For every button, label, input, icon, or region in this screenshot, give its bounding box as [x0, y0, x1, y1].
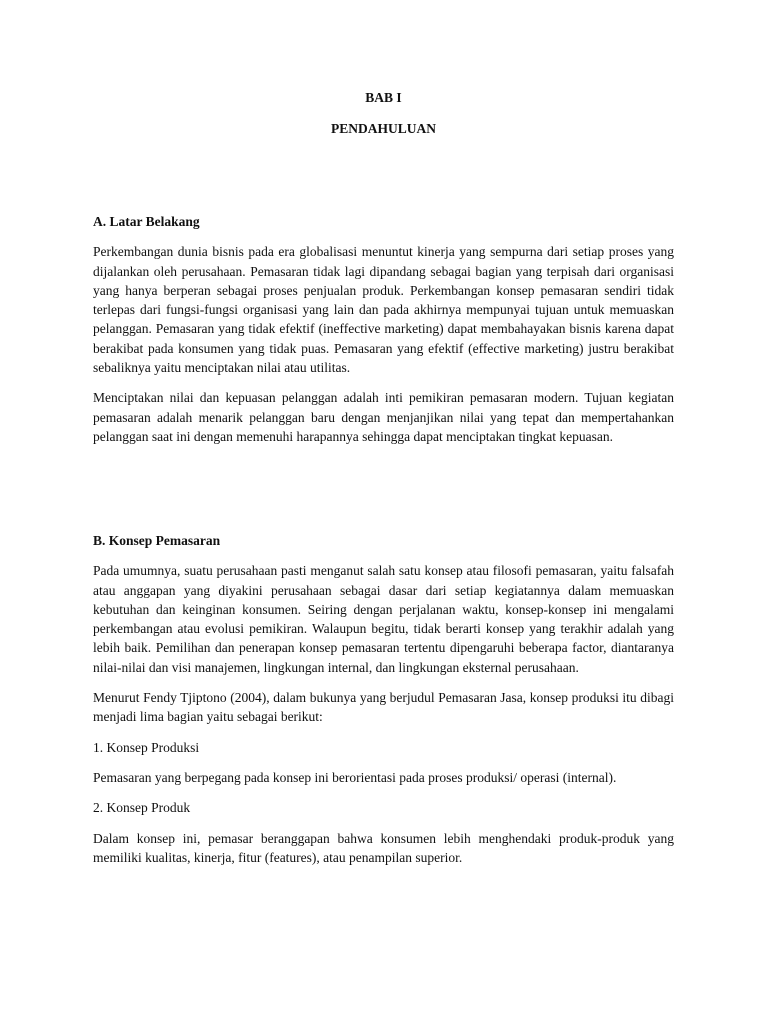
list-item-title: 2. Konsep Produk: [93, 800, 191, 816]
paragraph: Menurut Fendy Tjiptono (2004), dalam bukunya yang berjudul Pemasaran Jasa, konsep produksi itu dibagi menjadi lima bagian yaitu sebagai berikut:: [93, 690, 674, 725]
section-heading: A. Latar Belakang: [93, 214, 200, 229]
chapter-number: BAB I: [365, 90, 402, 105]
paragraph: Pada umumnya, suatu perusahaan pasti menganut salah satu konsep atau filosofi pemasaran, yaitu falsafah atau anggapan yang diyakini perusahaan sebagai dasar dari setiap kegiatannya dalam memuaskan kebutuhan dan keinginan konsumen. Seiring dengan perjalanan waktu, konsep-konsep ini mengalami perkembangan atau evolusi pemikiran. Walaupun begitu, tidak berarti konsep yang terakhir adalah yang lebih baik. Pemilihan dan penerapan konsep pemasaran tertentu dipengaruhi beberapa factor, diantaranya nilai-nilai dan visi manajemen, lingkungan internal, dan lingkungan eksternal perusahaan.: [93, 563, 674, 675]
paragraph: Menciptakan nilai dan kepuasan pelanggan adalah inti pemikiran pemasaran modern. Tujuan kegiatan pemasaran adalah menarik pelanggan baru dengan menjanjikan nilai yang tepat dan mempertahankan pelanggan saat ini dengan memenuhi harapannya sehingga dapat menciptakan tingkat kepuasan.: [93, 390, 674, 444]
list-item-title: 1. Konsep Produksi: [93, 739, 200, 755]
paragraph: Perkembangan dunia bisnis pada era globalisasi menuntut kinerja yang sempurna dari setiap proses yang dijalankan oleh perusahaan. Pemasaran tidak lagi dipandang sebagai bagian yang terpisah dari organisasi yang hanya berperan sebagai proses penjualan produk. Perkembangan konsep pemasaran sendiri tidak terlepas dari fungsi-fungsi organisasi yang lain dan pada akhirnya mempunyai tujuan untuk memuaskan pelanggan. Pemasaran yang tidak efektif (ineffective marketing) dapat membahayakan bisnis karena dapat berakibat pada konsumen yang tidak puas. Pemasaran yang efektif (effective marketing) justru berakibat sebaliknya yaitu menciptakan nilai atau utilitas.: [93, 244, 674, 376]
section-heading: B. Konsep Pemasaran: [93, 533, 221, 548]
list-item-text: Dalam konsep ini, pemasar beranggapan bahwa konsumen lebih menghendaki produk-produk yang memiliki kualitas, kinerja, fitur (features), atau penampilan superior.: [93, 830, 674, 865]
section-latar-belakang: [93, 212, 674, 457]
document-page: [93, 0, 674, 1024]
chapter-title: PENDAHULUAN: [330, 121, 436, 136]
section-konsep-pemasaran: [93, 531, 674, 878]
list-item-text: Pemasaran yang berpegang pada konsep ini berorientasi pada proses produksi/ operasi (internal).: [93, 769, 617, 785]
